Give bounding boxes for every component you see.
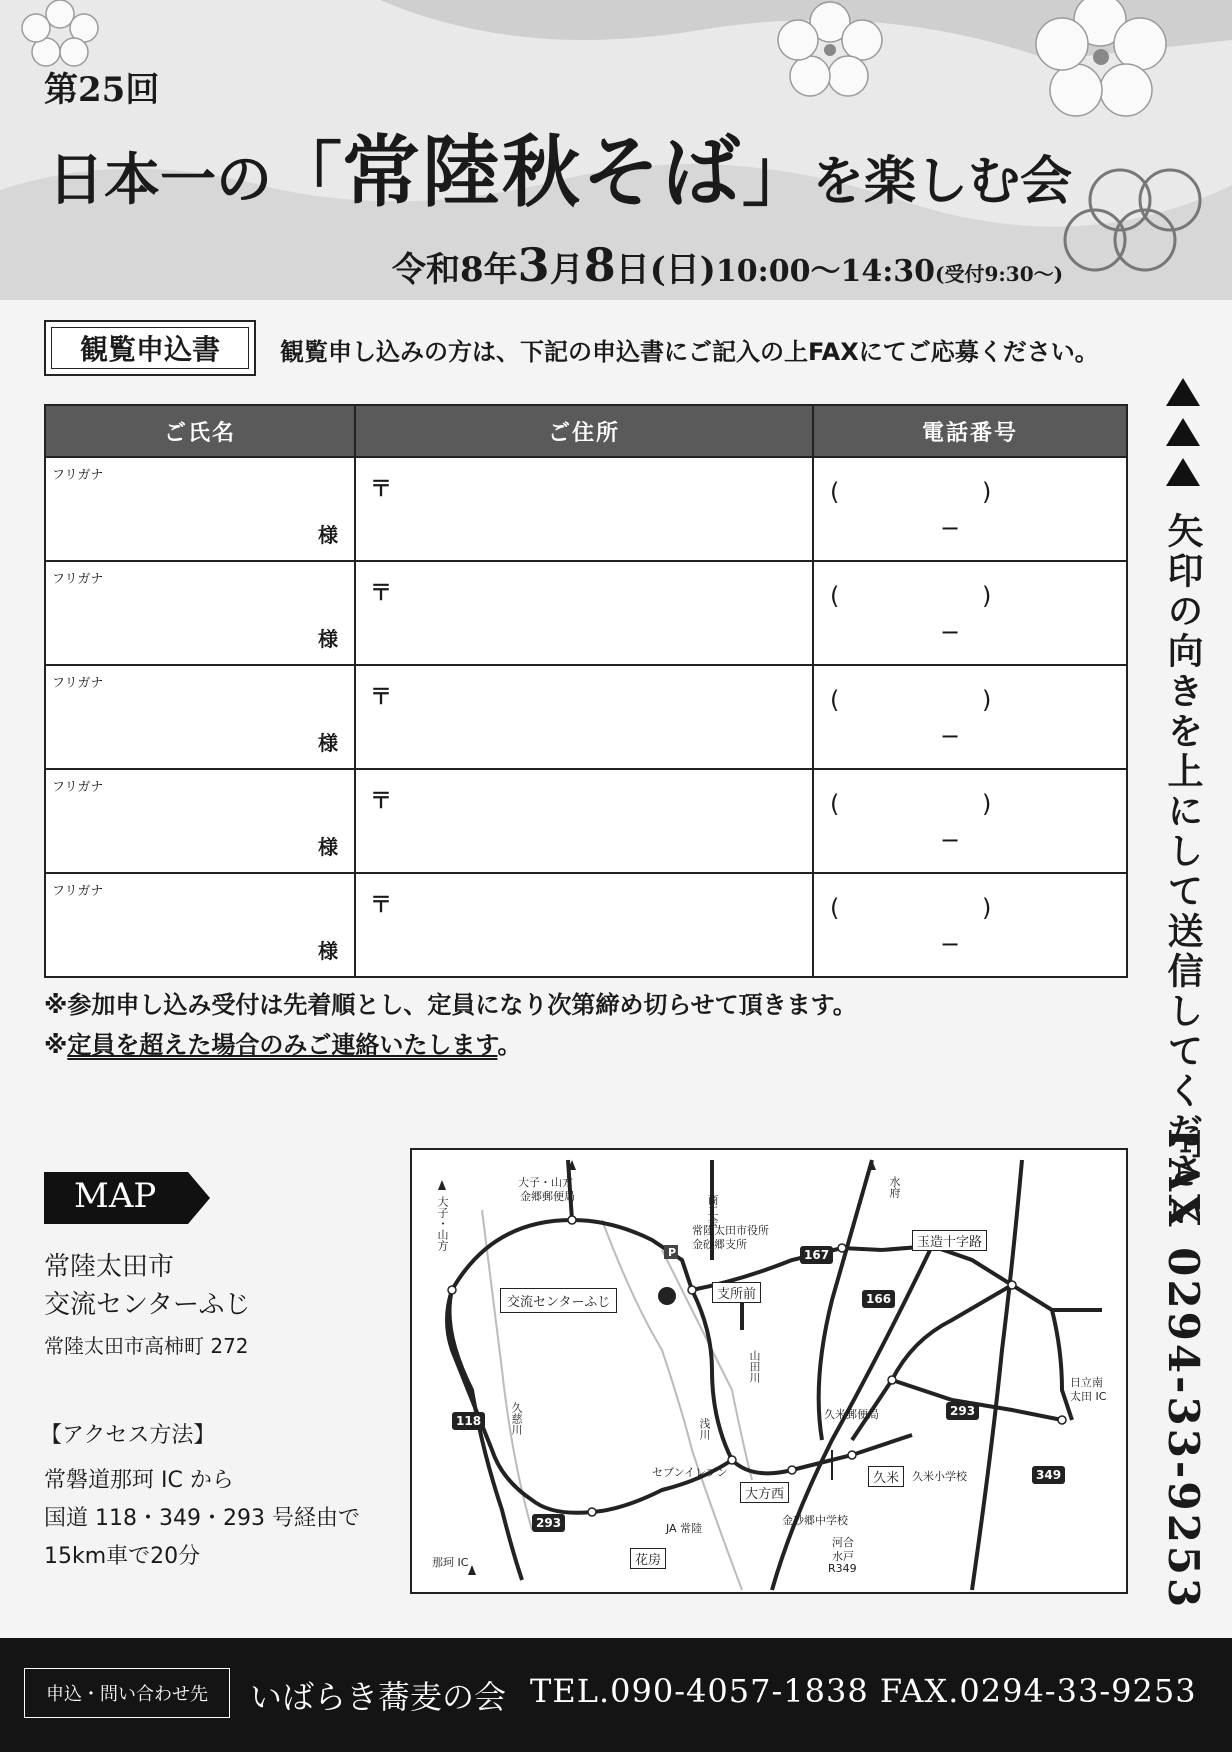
name-field[interactable] (45, 457, 355, 561)
phone-dash: − (940, 826, 961, 854)
form-badge (44, 320, 256, 376)
phone-field[interactable] (813, 873, 1127, 977)
note-first-come: ※参加申し込み受付は先着順とし、定員になり次第締め切らせて頂きます。 (44, 991, 857, 1019)
up-arrow-icon (1166, 378, 1200, 406)
name-field[interactable] (45, 665, 355, 769)
event-time: 10:00〜14:30 (715, 254, 936, 289)
honorific-label: 様 (318, 939, 338, 963)
area-code-close: ) (982, 686, 992, 714)
note-contact-underlined: 定員を超えた場合のみご連絡いたします (67, 1031, 498, 1059)
event-date (392, 238, 1063, 292)
map-label: 常陸太田市役所 (692, 1224, 769, 1237)
phone-dash: − (940, 722, 961, 750)
address-field[interactable] (355, 561, 813, 665)
column-header-address: ご住所 (355, 405, 813, 457)
date-day: 8 (583, 238, 616, 292)
access-line: 常磐道那珂 IC から (44, 1468, 234, 1493)
route-shield: 293 (946, 1402, 979, 1420)
name-field[interactable] (45, 873, 355, 977)
postal-mark: 〒 (370, 685, 393, 710)
map-label: 浅川 (698, 1418, 711, 1440)
name-field[interactable] (45, 561, 355, 665)
map-label: R349 (828, 1562, 857, 1575)
route-shield: 293 (532, 1514, 565, 1532)
furigana-label: フリガナ (52, 572, 104, 587)
column-header-name: ご氏名 (45, 405, 355, 457)
phone-field[interactable] (813, 665, 1127, 769)
address-field[interactable] (355, 665, 813, 769)
access-heading: 【アクセス方法】 (40, 1423, 216, 1448)
map-label: 大方西 (740, 1482, 789, 1503)
application-form (44, 404, 1128, 978)
furigana-label: フリガナ (52, 676, 104, 691)
note-contact (44, 1025, 857, 1065)
map-label: 太田 IC (1070, 1390, 1107, 1403)
map-label: 久米郵便局 (824, 1408, 879, 1421)
map-badge (44, 1172, 210, 1224)
honorific-label: 様 (318, 627, 338, 651)
date-month-unit: 月 (549, 250, 584, 290)
map-label: 那珂 IC (432, 1556, 469, 1569)
date-day-unit: 日 (615, 250, 650, 290)
column-header-phone: 電話番号 (813, 405, 1127, 457)
phone-dash: − (940, 930, 961, 958)
map-label: 久米小学校 (912, 1470, 967, 1483)
reception-time: (受付9:30〜) (935, 262, 1064, 286)
map-label: 久米 (868, 1466, 904, 1487)
title-close-bracket: 」 (742, 133, 813, 216)
event-title (48, 110, 1072, 222)
side-fax-number: FAX 0294-33-9253 (1159, 1128, 1208, 1611)
postal-mark: 〒 (370, 893, 393, 918)
map-label: 金砂郷中学校 (782, 1514, 848, 1527)
area-code-open: ( (830, 478, 840, 506)
area-code-open: ( (830, 686, 840, 714)
form-instruction: 観覧申し込みの方は、下記の申込書にご記入の上FAXにてご応募ください。 (280, 338, 1099, 366)
venue-address: 常陸太田市高柿町 272 (44, 1334, 249, 1358)
route-shield: 167 (800, 1246, 833, 1264)
route-shield: 166 (862, 1290, 895, 1308)
form-row (45, 873, 1127, 977)
map-label: 金郷郵便局 (520, 1190, 575, 1203)
date-weekday: (日) (649, 250, 716, 290)
title-prefix: 日本一の (48, 147, 272, 213)
venue-facility: 交流センターふじ (44, 1290, 251, 1320)
form-row (45, 665, 1127, 769)
map-label: 河合 (832, 1536, 854, 1549)
title-main: 常陸秋そば (342, 127, 743, 218)
organizer-name: いばらき蕎麦の会 (250, 1678, 507, 1716)
venue-name (44, 1248, 250, 1324)
furigana-label: フリガナ (52, 468, 104, 483)
furigana-label: フリガナ (52, 780, 104, 795)
honorific-label: 様 (318, 523, 338, 547)
phone-field[interactable] (813, 457, 1127, 561)
honorific-label: 様 (318, 835, 338, 859)
name-field[interactable] (45, 769, 355, 873)
notes (44, 985, 857, 1065)
honorific-label: 様 (318, 731, 338, 755)
map-label: 山田川 (748, 1350, 761, 1383)
address-field[interactable] (355, 769, 813, 873)
map-label: 日立南 (1070, 1376, 1103, 1389)
event-edition: 第25回 (44, 70, 160, 110)
map-label: 大子・山方 (436, 1196, 449, 1251)
form-row (45, 769, 1127, 873)
map-label: セブンイレブン (652, 1466, 728, 1479)
area-code-close: ) (982, 478, 992, 506)
phone-dash: − (940, 618, 961, 646)
title-open-bracket: 「 (272, 133, 342, 216)
header (0, 0, 1232, 300)
map-label: 大子・山方 (518, 1176, 573, 1189)
map-label: 久慈川 (510, 1402, 523, 1435)
note-period: 。 (497, 1031, 522, 1059)
postal-mark: 〒 (370, 581, 393, 606)
area-code-close: ) (982, 582, 992, 610)
date-era: 令和8年 (392, 250, 518, 290)
map-label: 商工会 (706, 1194, 719, 1227)
phone-field[interactable] (813, 769, 1127, 873)
parking-icon: P (668, 1246, 677, 1259)
map-venue-label: 交流センターふじ (500, 1288, 617, 1313)
form-row (45, 457, 1127, 561)
form-row (45, 561, 1127, 665)
venue-city: 常陸太田市 (44, 1252, 175, 1282)
date-month: 3 (517, 238, 550, 292)
access-line: 15km車で20分 (44, 1544, 201, 1569)
phone-field[interactable] (813, 561, 1127, 665)
postal-mark: 〒 (370, 789, 393, 814)
access-directions (44, 1462, 360, 1576)
note-mark: ※ (44, 1031, 68, 1059)
up-arrow-icon (1166, 418, 1200, 446)
map-label: 玉造十字路 (912, 1230, 987, 1251)
area-code-close: ) (982, 894, 992, 922)
area-code-open: ( (830, 894, 840, 922)
address-field[interactable] (355, 873, 813, 977)
access-map (410, 1148, 1128, 1594)
route-shield: 118 (452, 1412, 485, 1430)
footer (0, 1638, 1232, 1752)
map-label: 花房 (630, 1548, 666, 1569)
map-badge-label: MAP (74, 1176, 157, 1216)
map-label: 水戸 (832, 1550, 854, 1563)
title-suffix: を楽しむ会 (812, 151, 1073, 212)
form-badge-label: 観覧申込書 (51, 327, 249, 369)
up-arrow-icon (1166, 458, 1200, 486)
area-code-close: ) (982, 790, 992, 818)
address-field[interactable] (355, 457, 813, 561)
organizer-contact: TEL.090-4057-1838 FAX.0294-33-9253 (530, 1672, 1197, 1710)
map-label: JA 常陸 (666, 1522, 703, 1535)
map-label: 支所前 (712, 1282, 761, 1303)
orientation-arrows (1163, 378, 1203, 498)
phone-dash: − (940, 514, 961, 542)
footer-badge: 申込・問い合わせ先 (24, 1668, 230, 1718)
map-label: 水府 (888, 1176, 901, 1198)
map-label: 金砂郷支所 (692, 1238, 747, 1251)
route-shield: 349 (1032, 1466, 1065, 1484)
fax-orientation-instruction: 矢印の向きを上にして送信してください (1162, 512, 1204, 1232)
area-code-open: ( (830, 790, 840, 818)
access-line: 国道 118・349・293 号経由で (44, 1506, 360, 1531)
postal-mark: 〒 (370, 477, 393, 502)
area-code-open: ( (830, 582, 840, 610)
furigana-label: フリガナ (52, 884, 104, 899)
map-roads (412, 1150, 1128, 1594)
